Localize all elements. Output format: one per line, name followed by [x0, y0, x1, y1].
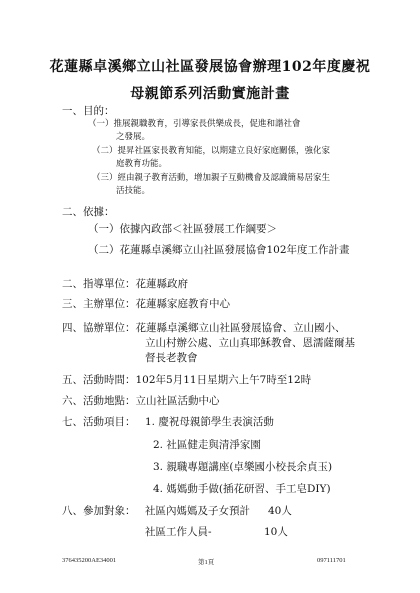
activity-item-4: 4. 媽媽動手做(插花研習、手工皂DIY)	[153, 483, 331, 495]
title-line-1: 花蓮縣卓溪鄉立山社區發展協會辦理102年度慶祝	[49, 59, 371, 75]
footer-page-number: 第1頁	[198, 559, 215, 566]
activity-item-3: 3. 親職專題講座(卓樂國小校長余貞玉)	[153, 461, 333, 473]
host-unit: 三、主辦單位：花蓮縣家庭教育中心	[62, 298, 230, 310]
purpose-item-3-cont: 活技能。	[116, 186, 151, 196]
participants-row-2-count: 10人	[264, 526, 288, 538]
activity-time: 五、活動時間：102年5月11日星期六上午7時至12時	[62, 374, 312, 386]
participants-row-1-name: 社區內媽媽及子女預計	[145, 505, 250, 517]
activity-item-2: 2. 社區健走與清淨家園	[153, 439, 261, 451]
participants-row-2-name: 社區工作人員-	[145, 526, 212, 538]
activity-location: 六、活動地點：立山社區活動中心	[62, 395, 220, 407]
purpose-item-2: （二）提昇社區家長教育知能，以期建立良好家庭關係，強化家	[92, 146, 331, 156]
purpose-item-2-cont: 庭教育功能。	[116, 159, 168, 169]
co-organizer-line-1: 四、協辦單位：花蓮縣卓溪鄉立山社區發展協會、立山國小、	[62, 322, 346, 334]
purpose-item-1: （一）推展親職教育，引導家長供樂成長，促進和諧社會	[88, 119, 301, 129]
guiding-unit: 二、指導單位：花蓮縣政府	[62, 278, 188, 290]
footer-code: 097111701	[317, 557, 346, 564]
co-organizer-line-3: 督長老教會	[145, 352, 198, 364]
participants-label: 八、參加對象：	[62, 505, 136, 517]
title-line-2: 母親節系列活動實施計畫	[130, 86, 290, 102]
activity-item-1: 1. 慶祝母親節學生表演活動	[145, 416, 274, 428]
footer-doc-number: 376435200AE34001	[62, 557, 117, 564]
participants-row-1-count: 40人	[268, 505, 292, 517]
purpose-item-3: （三）經由親子教育活動，增加親子互動機會及認識簡易居家生	[92, 173, 331, 183]
co-organizer-line-2: 立山村辦公處、立山真耶穌教會、恩濡薩爾基	[145, 337, 355, 349]
section-purpose-heading: 一、目的：	[62, 105, 115, 117]
purpose-item-1-cont: 之發展。	[116, 132, 151, 142]
basis-item-1: （一）依據內政部＜社區發展工作綱要＞	[88, 223, 277, 235]
basis-item-2: （二）花蓮縣卓溪鄉立山社區發展協會102年度工作計畫	[88, 244, 350, 256]
section-basis-heading: 二、依據：	[62, 206, 115, 218]
activity-items-label: 七、活動項目：	[62, 416, 136, 428]
